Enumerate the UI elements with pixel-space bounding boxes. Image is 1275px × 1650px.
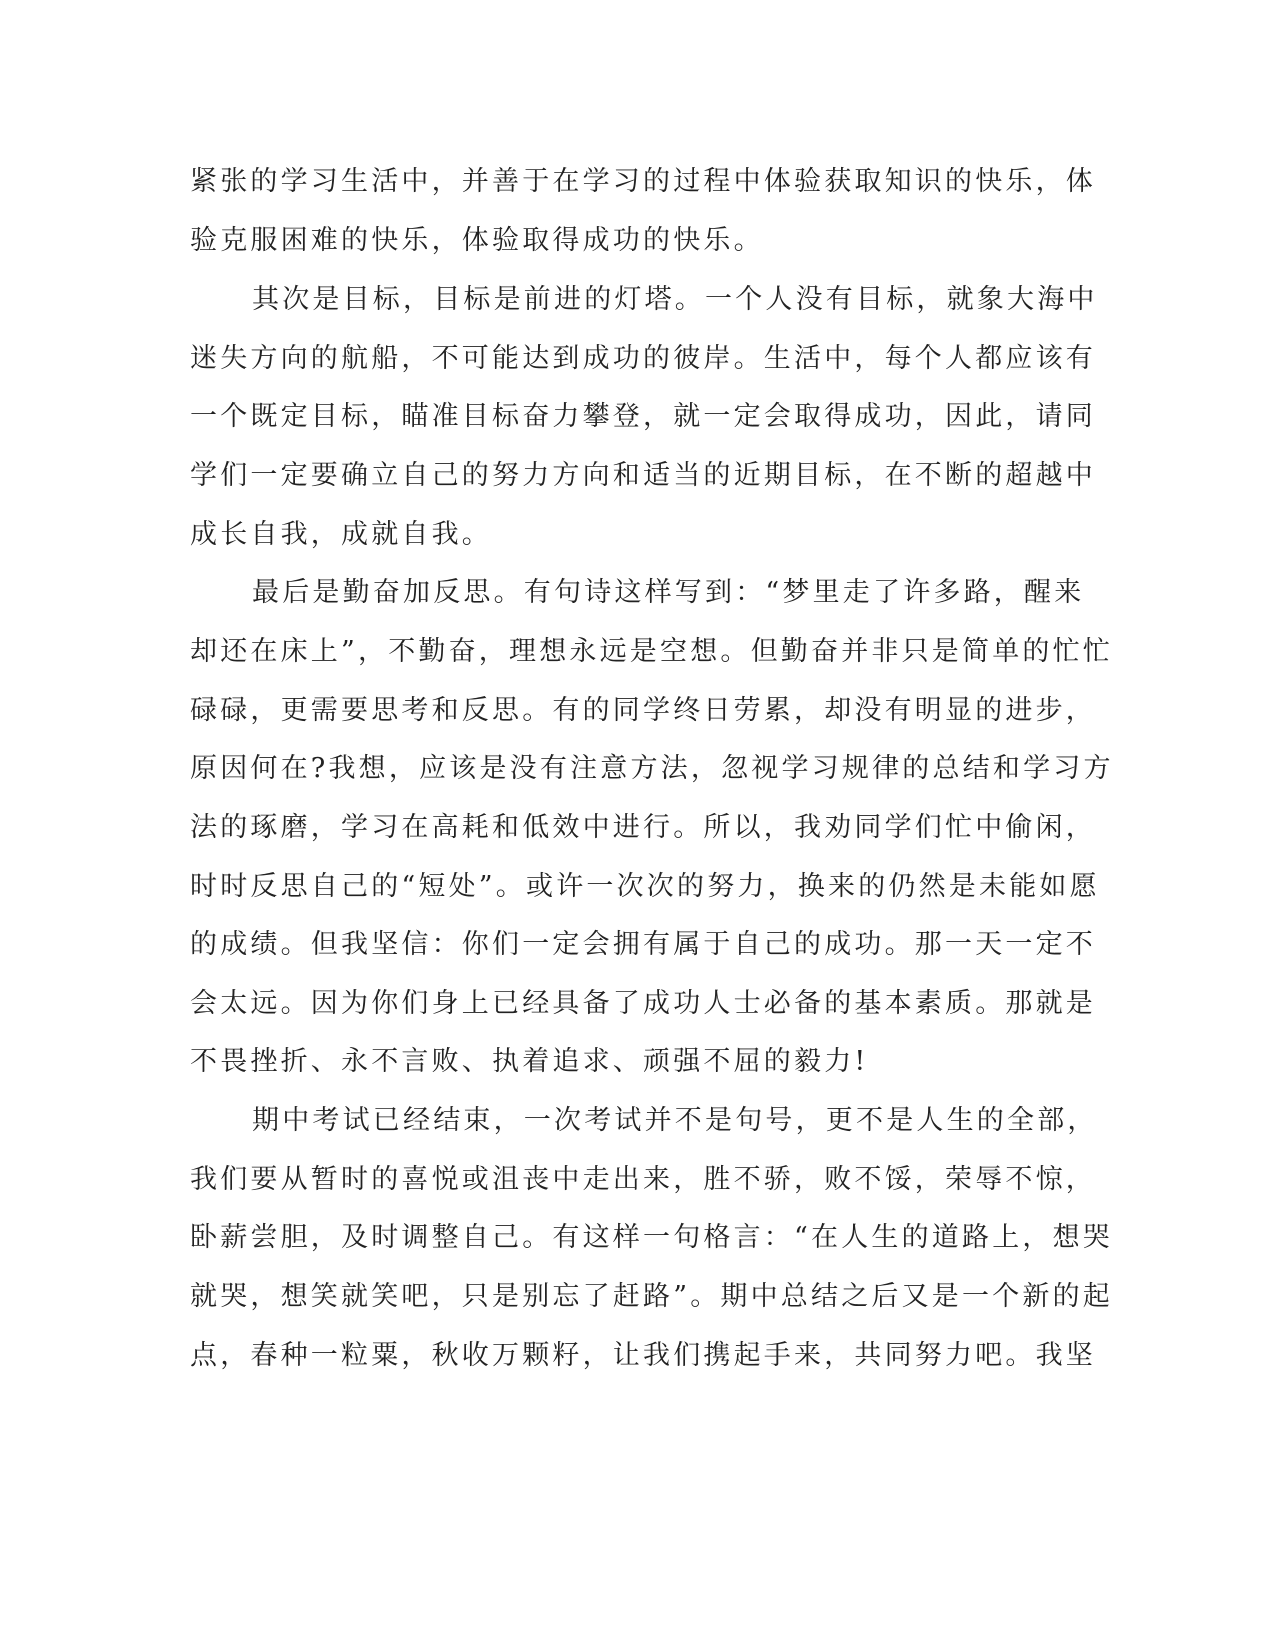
text-line: 卧薪尝胆，及时调整自己。有这样一句格言：“在人生的道路上，想哭 <box>190 1222 1114 1253</box>
text-line: 法的琢磨，学习在高耗和低效中进行。所以，我劝同学们忙中偷闲， <box>190 812 1096 843</box>
text-line: 原因何在?我想，应该是没有注意方法，忽视学习规律的总结和学习方 <box>190 753 1114 784</box>
text-line: 验克服困难的快乐，体验取得成功的快乐。 <box>190 225 764 256</box>
text-line: 时时反思自己的“短处”。或许一次次的努力，换来的仍然是未能如愿 <box>190 871 1100 902</box>
paragraph-first-line: 最后是勤奋加反思。有句诗这样写到：“梦里走了许多路，醒来 <box>252 577 1085 608</box>
text-line: 的成绩。但我坚信：你们一定会拥有属于自己的成功。那一天一定不 <box>190 929 1096 960</box>
text-line: 学们一定要确立自己的努力方向和适当的近期目标，在不断的超越中 <box>190 460 1096 491</box>
text-line: 迷失方向的航船，不可能达到成功的彼岸。生活中，每个人都应该有 <box>190 343 1096 374</box>
text-line: 不畏挫折、永不言败、执着追求、顽强不屈的毅力! <box>190 1046 869 1077</box>
paragraph-first-line: 其次是目标，目标是前进的灯塔。一个人没有目标，就象大海中 <box>252 284 1098 315</box>
text-line: 点，春种一粒粟，秋收万颗籽，让我们携起手来，共同努力吧。我坚 <box>190 1340 1096 1371</box>
text-line: 就哭，想笑就笑吧，只是别忘了赶路”。期中总结之后又是一个新的起 <box>190 1281 1114 1312</box>
paragraph-first-line: 期中考试已经结束，一次考试并不是句号，更不是人生的全部， <box>252 1105 1098 1136</box>
text-line: 成长自我，成就自我。 <box>190 519 492 550</box>
text-line: 碌碌，更需要思考和反思。有的同学终日劳累，却没有明显的进步， <box>190 695 1096 726</box>
text-line: 却还在床上”，不勤奋，理想永远是空想。但勤奋并非只是简单的忙忙 <box>190 636 1114 667</box>
text-line: 紧张的学习生活中，并善于在学习的过程中体验获取知识的快乐，体 <box>190 166 1096 197</box>
text-line: 会太远。因为你们身上已经具备了成功人士必备的基本素质。那就是 <box>190 988 1096 1019</box>
text-line: 一个既定目标，瞄准目标奋力攀登，就一定会取得成功，因此，请同 <box>190 401 1096 432</box>
text-line: 我们要从暂时的喜悦或沮丧中走出来，胜不骄，败不馁，荣辱不惊， <box>190 1164 1096 1195</box>
